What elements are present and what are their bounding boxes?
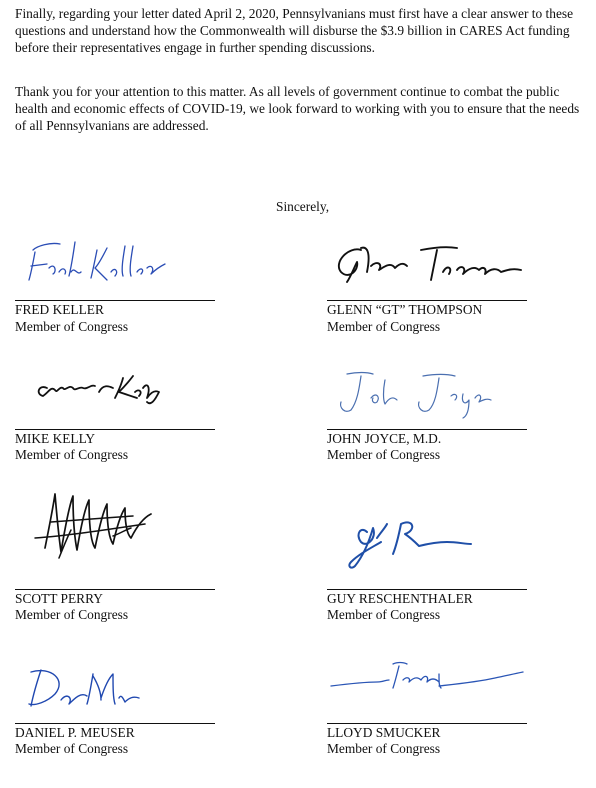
signature-fred-keller (15, 228, 215, 298)
signature-stroke (45, 494, 151, 552)
signatory-name: FRED KELLER (15, 302, 104, 317)
signatory-name: LLOYD SMUCKER (327, 725, 441, 740)
signatory-name: DANIEL P. MEUSER (15, 725, 135, 740)
signature-stroke (331, 663, 441, 689)
signature-line (327, 300, 527, 301)
signatory-title: Member of Congress (327, 741, 441, 756)
signature-guy-reschenthaler (327, 478, 527, 588)
signatory-title: Member of Congress (15, 741, 129, 756)
signatory-title: Member of Congress (15, 319, 129, 334)
signatory-name: GLENN “GT” THOMPSON (327, 302, 483, 317)
signature-glenn-thompson (327, 228, 537, 298)
signature-line (15, 723, 215, 724)
signature-mike-kelly (15, 358, 215, 428)
signature-stroke (349, 524, 387, 568)
signature-stroke (115, 376, 159, 403)
signature-line (15, 300, 215, 301)
signature-line (327, 723, 527, 724)
signature-daniel-meuser (15, 652, 215, 722)
signature-john-joyce (327, 358, 527, 428)
signatory-title: Member of Congress (15, 447, 129, 462)
signature-stroke (339, 248, 407, 282)
closing-paragraph-cares-act: Finally, regarding your letter dated April 2, 2020, Pennsylvanians must first have a clear answer to these questions and understand how the Commonwealth will disburse the $3.9 billion in CARES Act funding before their representatives engage in further spending discussions. (15, 6, 574, 55)
complimentary-close: Sincerely, (276, 199, 330, 214)
signature-stroke (39, 386, 113, 396)
signature-stroke (421, 247, 521, 280)
signature-lloyd-smucker (327, 652, 537, 722)
signature-stroke (341, 373, 397, 412)
signature-stroke (29, 242, 81, 280)
signatory-name: JOHN JOYCE, M.D. (327, 431, 442, 446)
signature-line (327, 429, 527, 430)
signatory-name: GUY RESCHENTHALER (327, 591, 473, 606)
signatory-title: Member of Congress (15, 607, 129, 622)
signature-stroke (419, 375, 491, 419)
signatory-title: Member of Congress (327, 607, 441, 622)
signature-stroke (393, 522, 471, 554)
signatory-title: Member of Congress (327, 447, 441, 462)
signature-stroke (87, 674, 139, 704)
signature-line (327, 589, 527, 590)
signatory-name: SCOTT PERRY (15, 591, 103, 606)
signature-scott-perry (15, 478, 215, 588)
signature-stroke (439, 672, 523, 686)
signature-line (15, 429, 215, 430)
signatory-title: Member of Congress (327, 319, 441, 334)
signature-line (15, 589, 215, 590)
signatory-name: MIKE KELLY (15, 431, 96, 446)
signature-stroke (91, 246, 165, 280)
signature-stroke (29, 670, 87, 706)
closing-paragraph-thanks: Thank you for your attention to this matter. As all levels of government continue to combat the public health and economic effects of COVID-19, we look forward to working with you to ensure that the needs of all Pennsylvanians are addressed. (15, 84, 580, 133)
